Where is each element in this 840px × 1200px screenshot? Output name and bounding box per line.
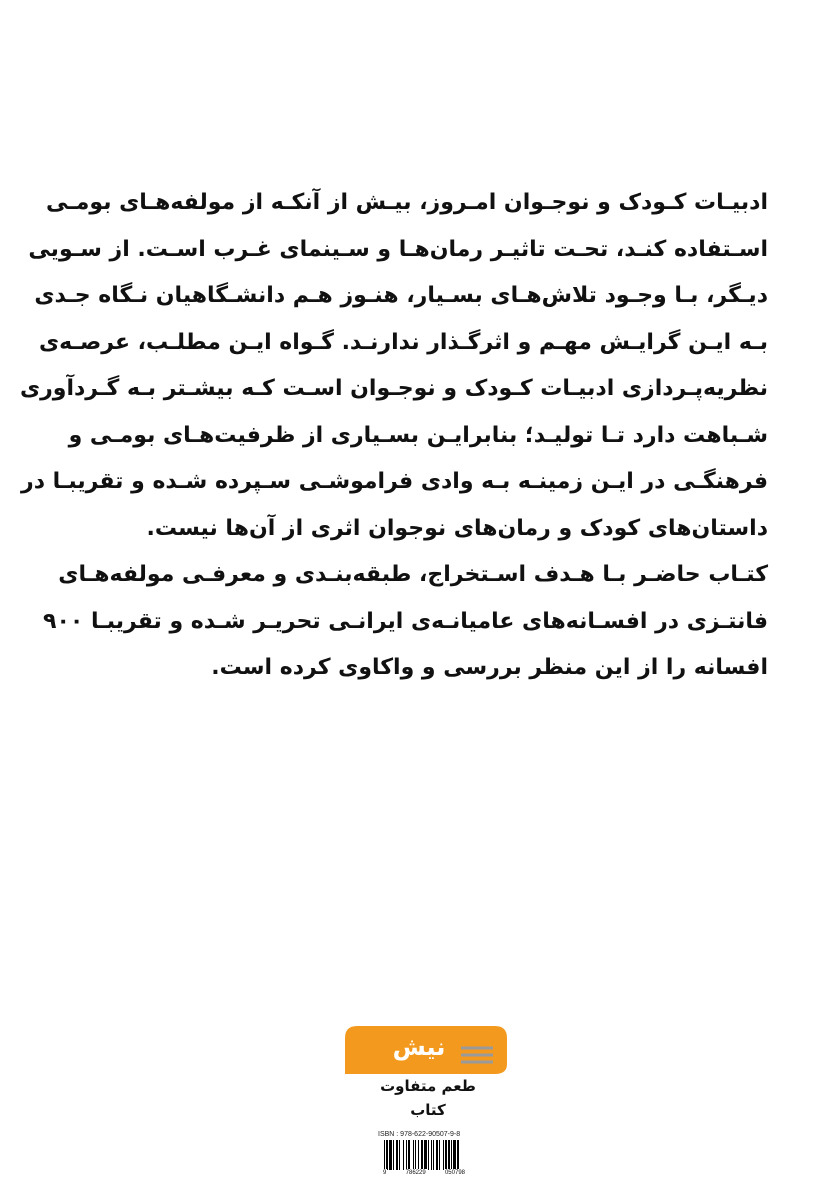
barcode-bar bbox=[415, 1140, 416, 1170]
barcode-bar bbox=[436, 1140, 438, 1170]
barcode-bar bbox=[386, 1140, 388, 1170]
blurb-line: شـباهت دارد تـا تولیـد؛ بنابرایـن بسـیاری از ظرفیت‌هـای بومـی و bbox=[68, 422, 768, 448]
barcode-bar bbox=[393, 1140, 394, 1170]
blurb-line: بـه ایـن گرایـش مهـم و اثرگـذار ندارنـد. گـواه ایـن مطلـب، عرصـه‌ی bbox=[38, 329, 768, 355]
barcode-bar bbox=[421, 1140, 423, 1170]
barcode-bar bbox=[418, 1140, 419, 1170]
barcode-bar bbox=[384, 1140, 385, 1170]
blurb-line: فرهنگـی در ایـن زمینـه بـه وادی فراموشـی سـپرده شـده و تقریبـا در bbox=[21, 469, 768, 494]
barcode-bar bbox=[389, 1140, 392, 1170]
barcode-bar bbox=[396, 1140, 398, 1170]
blurb-line: نظریه‌پـردازی ادبیـات کـودک و نوجـوان اسـت کـه بیشـتر بـه گـردآوری bbox=[19, 376, 768, 401]
barcode-bar bbox=[399, 1140, 400, 1170]
barcode-digit-group: 786229 bbox=[405, 1170, 426, 1176]
barcode-bar bbox=[433, 1140, 434, 1170]
blurb-line-paragraph-end: افسانه را از این منظر بررسی و واکاوی کرده است. bbox=[211, 655, 768, 680]
barcode-bar bbox=[445, 1140, 447, 1170]
barcode-bar bbox=[428, 1140, 429, 1170]
barcode-bar bbox=[448, 1140, 450, 1170]
publisher-name: نیش bbox=[392, 1033, 446, 1061]
isbn-label: ISBN : 978-622-90507-9-8 bbox=[378, 1131, 461, 1138]
barcode-digits bbox=[382, 1169, 466, 1177]
publisher-tagline: طعم متفاوت کتاب bbox=[380, 1077, 476, 1119]
blurb-line: دیـگر، بـا وجـود تلاش‌هـای بسـیار، هنـوز هـم دانشـگاهیان نـگاه جـدی bbox=[34, 283, 768, 308]
barcode-bar bbox=[439, 1140, 440, 1170]
barcode bbox=[382, 1140, 466, 1178]
blurb-text bbox=[19, 180, 768, 692]
blurb-line: کتـاب حاضـر بـا هـدف اسـتخراج، طبقه‌بنـدی و معرفـی مولفه‌هـای bbox=[58, 562, 768, 587]
publisher-logo bbox=[343, 1024, 509, 1076]
blurb-line: فانتـزی در افسـانه‌های عامیانـه‌ی ایرانـی تحریـر شـده و تقریبـا ۹۰۰ bbox=[43, 608, 768, 634]
barcode-bar bbox=[457, 1140, 459, 1170]
barcode-bar bbox=[453, 1140, 456, 1170]
barcode-bar bbox=[413, 1140, 414, 1170]
blurb-line-paragraph-end: داستان‌های کودک و رمان‌های نوجوان اثری از آن‌ها نیست. bbox=[146, 515, 768, 541]
barcode-bar bbox=[406, 1140, 407, 1170]
blurb-line: ادبیـات کـودک و نوجـوان امـروز، بیـش از آنکـه از مولفه‌هـای بومـی bbox=[46, 190, 768, 215]
barcode-bars bbox=[382, 1140, 466, 1170]
barcode-bar bbox=[424, 1140, 427, 1170]
barcode-digit-group: 050798 bbox=[444, 1170, 465, 1176]
barcode-digit-group: 9 bbox=[383, 1170, 387, 1176]
barcode-bar bbox=[431, 1140, 432, 1170]
blurb-line: اسـتفاده کنـد، تحـت تاثیـر رمان‌هـا و سـینمای غـرب اسـت. از سـویی bbox=[28, 236, 768, 262]
barcode-bar bbox=[403, 1140, 404, 1170]
barcode-bar bbox=[408, 1140, 410, 1170]
barcode-bar bbox=[451, 1140, 452, 1170]
barcode-bar bbox=[443, 1140, 444, 1170]
